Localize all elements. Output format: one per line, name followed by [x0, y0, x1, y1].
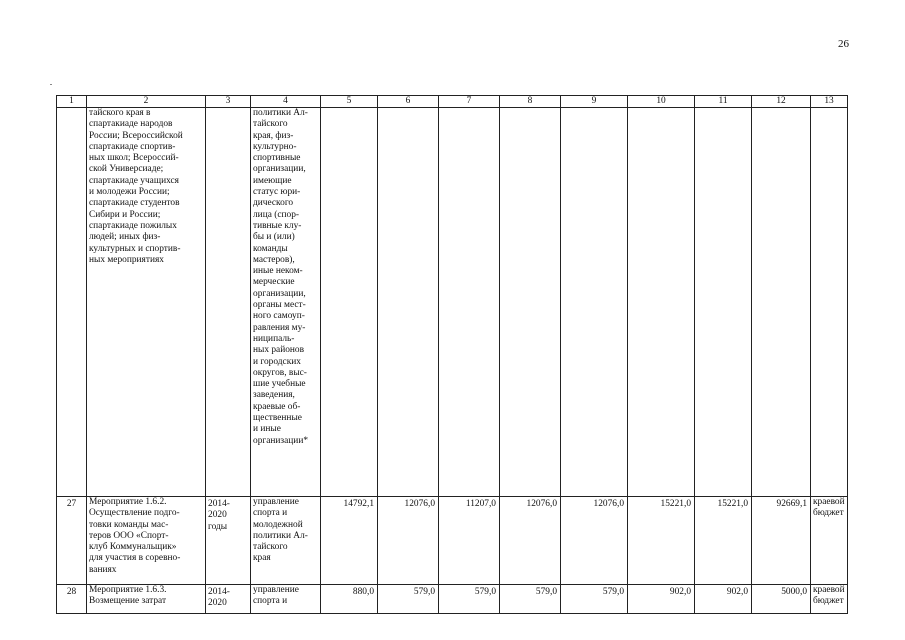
column-header: 12 — [752, 96, 811, 108]
cell-value — [695, 108, 752, 497]
cell-value: 579,0 — [561, 585, 628, 614]
cell-description: тайского края в спартакиаде народов России; Всероссийской спартакиаде спортив- ных школ; Всероссий- ской Универсиаде; спартакиаде учащихся и молодежи России; спартакиаде студентов Сибири и России; спартакиаде пожилых людей; иных физ- культурных и спортив- ных мероприятиях — [87, 108, 206, 497]
cell-value: 579,0 — [439, 585, 500, 614]
cell-description: Мероприятие 1.6.2. Осуществление подго- товки команды мас- теров ООО «Спорт- клуб Коммунальщик» для участия в соревно- ваниях — [87, 497, 206, 585]
table-row — [57, 108, 848, 497]
table-header-row — [57, 96, 848, 108]
cell-value: 15221,0 — [695, 497, 752, 585]
cell-value: 880,0 — [321, 585, 378, 614]
column-header: 9 — [561, 96, 628, 108]
data-table — [56, 95, 848, 614]
cell-period: 2014- 2020 годы — [206, 497, 251, 585]
table-row — [57, 585, 848, 614]
cell-value — [500, 108, 561, 497]
cell-value: 5000,0 — [752, 585, 811, 614]
cell-value: 11207,0 — [439, 497, 500, 585]
cell-executor: управление спорта и молодежной политики Ал- тайского края — [251, 497, 321, 585]
table-row — [57, 497, 848, 585]
cell-index: 27 — [57, 497, 87, 585]
cell-index: 28 — [57, 585, 87, 614]
cell-period — [206, 108, 251, 497]
cell-executor: управление спорта и — [251, 585, 321, 614]
cell-executor: политики Ал- тайского края, физ- культурно- спортивные организации, имеющие статус юри- дического лица (спор- тивные клу- бы и (или) команды мастеров), иные неком- мерческие организации, органы мест- ного самоуп- равления му- ниципаль- ных районов и городских округов, выс- шие учебные заведения, краевые об- щественные и иные организации* — [251, 108, 321, 497]
cell-index — [57, 108, 87, 497]
column-header: 8 — [500, 96, 561, 108]
column-header: 13 — [811, 96, 848, 108]
cell-value: 12076,0 — [378, 497, 439, 585]
cell-value: 579,0 — [500, 585, 561, 614]
cell-value: 12076,0 — [561, 497, 628, 585]
scan-speck — [50, 84, 52, 85]
cell-value — [378, 108, 439, 497]
column-header: 6 — [378, 96, 439, 108]
column-header: 4 — [251, 96, 321, 108]
cell-funding-source: краевой бюджет — [811, 585, 848, 614]
cell-value: 15221,0 — [628, 497, 695, 585]
cell-value — [321, 108, 378, 497]
column-header: 3 — [206, 96, 251, 108]
cell-funding-source: краевой бюджет — [811, 497, 848, 585]
cell-description: Мероприятие 1.6.3. Возмещение затрат — [87, 585, 206, 614]
cell-value: 902,0 — [628, 585, 695, 614]
cell-value — [628, 108, 695, 497]
column-header: 7 — [439, 96, 500, 108]
cell-value — [752, 108, 811, 497]
column-header: 1 — [57, 96, 87, 108]
column-header: 10 — [628, 96, 695, 108]
page-number: 26 — [838, 38, 849, 50]
cell-value — [561, 108, 628, 497]
cell-value: 579,0 — [378, 585, 439, 614]
cell-value: 12076,0 — [500, 497, 561, 585]
cell-value: 92669,1 — [752, 497, 811, 585]
cell-value: 14792,1 — [321, 497, 378, 585]
cell-funding-source — [811, 108, 848, 497]
cell-value — [439, 108, 500, 497]
cell-value: 902,0 — [695, 585, 752, 614]
column-header: 2 — [87, 96, 206, 108]
cell-period: 2014- 2020 — [206, 585, 251, 614]
column-header: 5 — [321, 96, 378, 108]
column-header: 11 — [695, 96, 752, 108]
